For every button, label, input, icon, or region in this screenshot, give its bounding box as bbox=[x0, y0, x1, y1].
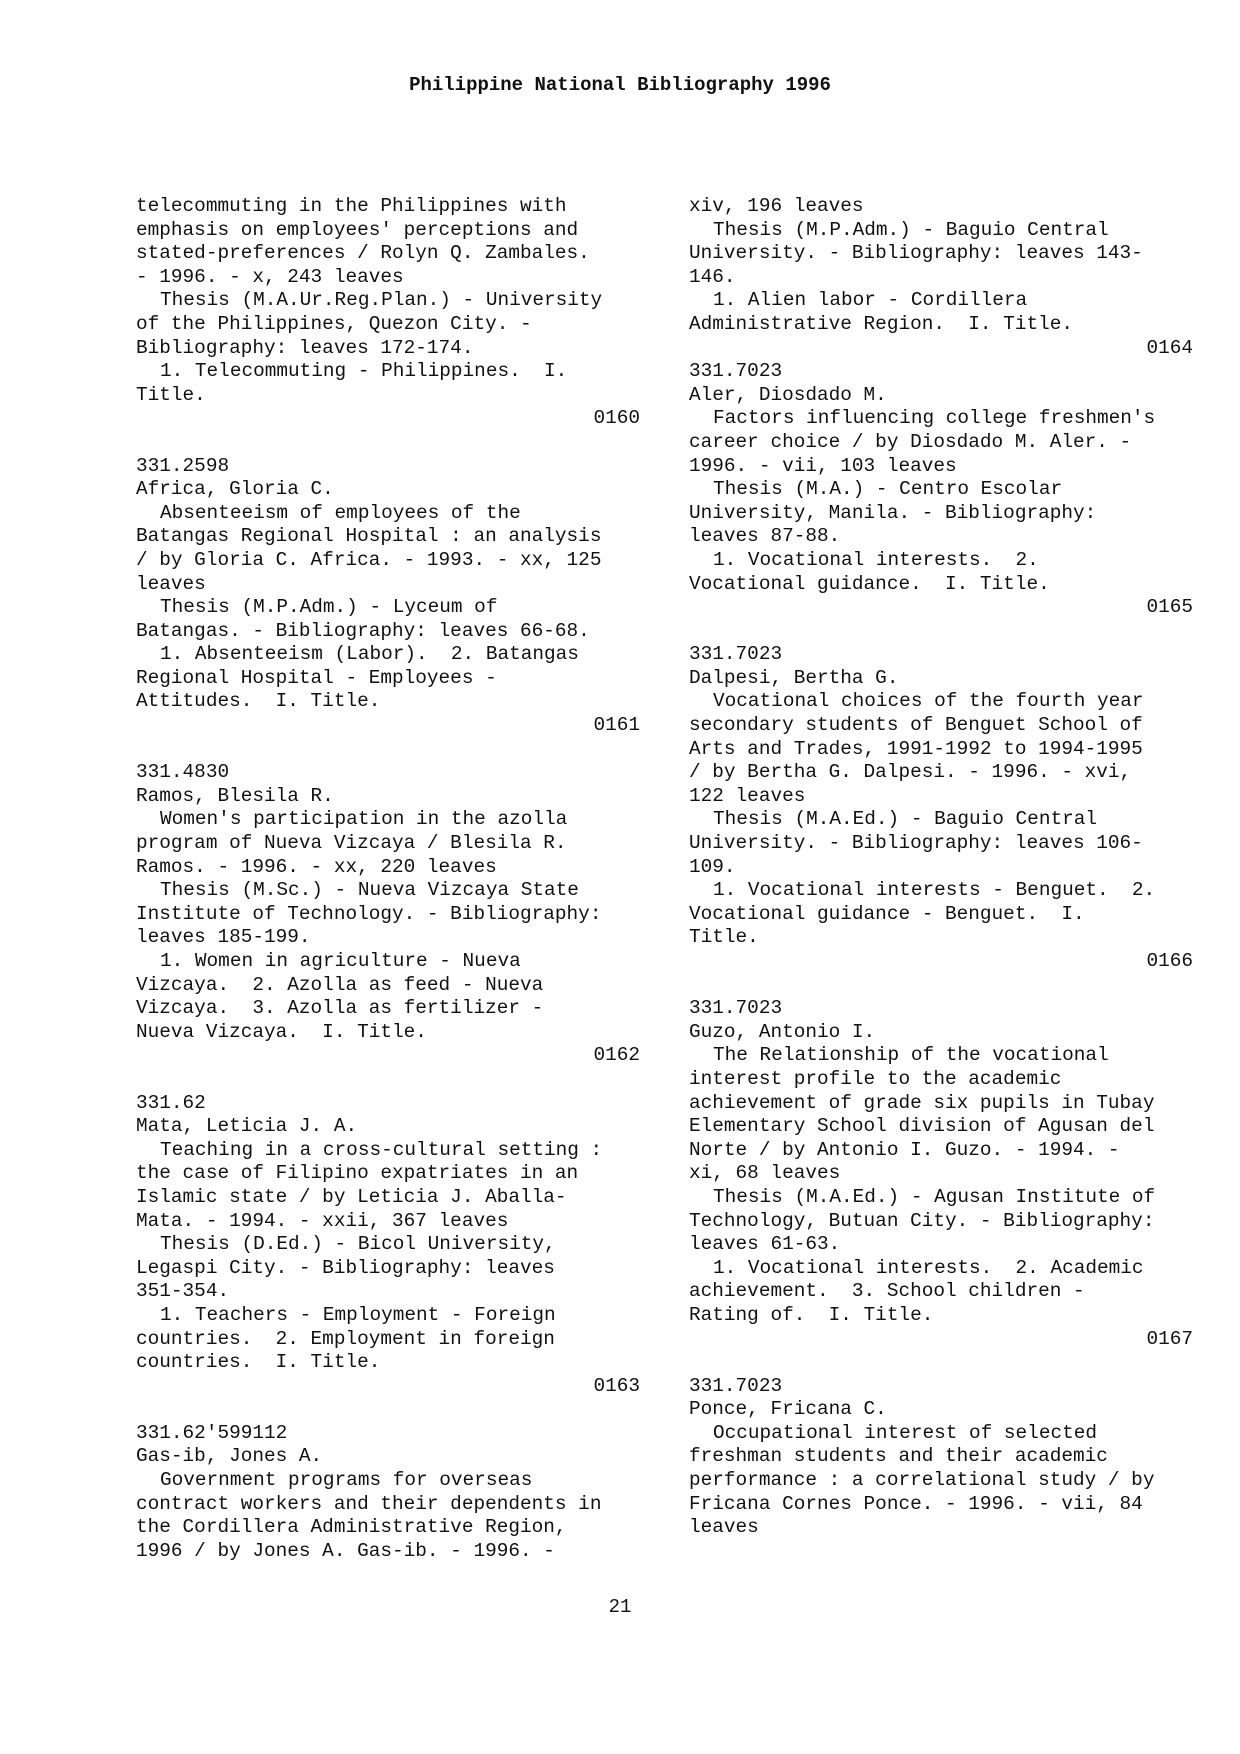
entry-line: program of Nueva Vizcaya / Blesila R. bbox=[136, 832, 567, 855]
entry-line: Fricana Cornes Ponce. - 1996. - vii, 84 bbox=[689, 1492, 1143, 1515]
entry-line: contract workers and their dependents in bbox=[136, 1492, 602, 1515]
blank-line bbox=[689, 974, 1193, 998]
entry-number: 0163 bbox=[593, 1374, 640, 1397]
entry-line: Regional Hospital - Employees - bbox=[136, 666, 497, 689]
entry-line: Thesis (M.P.Adm.) - Baguio Central bbox=[713, 218, 1109, 241]
entry-line: countries. 2. Employment in foreign bbox=[136, 1327, 555, 1350]
entry-line: secondary students of Benguet School of bbox=[689, 714, 1143, 737]
entry-line: Gas-ib, Jones A. bbox=[136, 1445, 323, 1468]
entry-line: Institute of Technology. - Bibliography: bbox=[136, 902, 602, 925]
entry-line: Nueva Vizcaya. I. Title. bbox=[136, 1020, 427, 1043]
entry-line: 331.2598 bbox=[136, 454, 230, 477]
entry-line: University. - Bibliography: leaves 106- bbox=[689, 832, 1143, 855]
entry-line: - 1996. - x, 243 leaves bbox=[136, 265, 404, 288]
entry-line: 1. Vocational interests. 2. bbox=[713, 548, 1039, 571]
entry-line: Guzo, Antonio I. bbox=[689, 1020, 876, 1043]
entry-line: 1. Vocational interests. 2. Academic bbox=[713, 1256, 1144, 1279]
entry-number: 0165 bbox=[1146, 596, 1193, 619]
entry-line: / by Bertha G. Dalpesi. - 1996. - xvi, bbox=[689, 761, 1132, 784]
entry-line: stated-preferences / Rolyn Q. Zambales. bbox=[136, 242, 590, 265]
entry-line: 1. Telecommuting - Philippines. I. bbox=[160, 360, 568, 383]
entry-line: 1996 / by Jones A. Gas-ib. - 1996. - bbox=[136, 1539, 555, 1562]
entry-line: 1. Alien labor - Cordillera bbox=[713, 289, 1028, 312]
entry-line: Vizcaya. 2. Azolla as feed - Nueva bbox=[136, 973, 544, 996]
entry-line: Africa, Gloria C. bbox=[136, 478, 334, 501]
entry-line: Islamic state / by Leticia J. Aballa- bbox=[136, 1185, 567, 1208]
entry-line: Vocational guidance. I. Title. bbox=[689, 572, 1050, 595]
entry-line: Thesis (M.A.Ed.) - Baguio Central bbox=[713, 808, 1097, 831]
entry-line: Factors influencing college freshmen's bbox=[713, 407, 1156, 430]
entry-line: Batangas. - Bibliography: leaves 66-68. bbox=[136, 619, 590, 642]
entry-line: of the Philippines, Quezon City. - bbox=[136, 312, 532, 335]
entry-line: Aler, Diosdado M. bbox=[689, 383, 887, 406]
entry-line: telecommuting in the Philippines with bbox=[136, 195, 567, 217]
entry-line: Attitudes. I. Title. bbox=[136, 690, 381, 713]
entry-line: leaves 185-199. bbox=[136, 926, 311, 949]
entry-line: 1. Teachers - Employment - Foreign bbox=[160, 1303, 556, 1326]
entry-line: leaves bbox=[136, 572, 206, 595]
entry-line: Thesis (M.A.) - Centro Escolar bbox=[713, 478, 1063, 501]
entry-line: freshman students and their academic bbox=[689, 1445, 1108, 1468]
entry-line: Thesis (M.A.Ur.Reg.Plan.) - University bbox=[160, 289, 603, 312]
entry-line: Vocational choices of the fourth year bbox=[713, 690, 1144, 713]
entry-line: performance : a correlational study / by bbox=[689, 1469, 1155, 1492]
entry-line: Vocational guidance - Benguet. I. bbox=[689, 902, 1085, 925]
entry-line: Occupational interest of selected bbox=[713, 1421, 1097, 1444]
entry-line: 331.62 bbox=[136, 1091, 206, 1114]
entry-line: 1. Vocational interests - Benguet. 2. bbox=[713, 879, 1156, 902]
entry-line: Batangas Regional Hospital : an analysis bbox=[136, 525, 602, 548]
entry-line: The Relationship of the vocational bbox=[713, 1044, 1109, 1067]
entry-line: Ramos, Blesila R. bbox=[136, 784, 334, 807]
entry-line: the case of Filipino expatriates in an bbox=[136, 1162, 579, 1185]
entry-line: 331.7023 bbox=[689, 997, 783, 1020]
entry-line: 331.7023 bbox=[689, 1374, 783, 1397]
entry-line: Title. bbox=[136, 383, 206, 406]
blank-line bbox=[689, 620, 1193, 644]
entry-line: 1996. - vii, 103 leaves bbox=[689, 454, 957, 477]
entry-line: 109. bbox=[689, 855, 736, 878]
entry-line: 331.62'599112 bbox=[136, 1421, 288, 1444]
entry-line: emphasis on employees' perceptions and bbox=[136, 218, 579, 241]
entry-line: 146. bbox=[689, 265, 736, 288]
right-column bbox=[689, 195, 1193, 1540]
entry-line: Administrative Region. I. Title. bbox=[689, 312, 1073, 335]
entry-line: leaves 87-88. bbox=[689, 525, 841, 548]
entry-line: career choice / by Diosdado M. Aler. - bbox=[689, 430, 1132, 453]
entry-number: 0160 bbox=[593, 407, 640, 430]
entry-line: Legaspi City. - Bibliography: leaves bbox=[136, 1256, 555, 1279]
entry-line: Rating of. I. Title. bbox=[689, 1303, 934, 1326]
blank-line bbox=[136, 431, 640, 455]
entry-line: Thesis (D.Ed.) - Bicol University, bbox=[160, 1233, 556, 1256]
entry-line: Dalpesi, Bertha G. bbox=[689, 666, 899, 689]
entry-line: leaves bbox=[689, 1516, 759, 1539]
entry-line: Thesis (M.A.Ed.) - Agusan Institute of bbox=[713, 1185, 1156, 1208]
entry-number: 0164 bbox=[1146, 336, 1193, 359]
entry-line: interest profile to the academic bbox=[689, 1067, 1062, 1090]
entry-line: 331.7023 bbox=[689, 643, 783, 666]
entry-line: xiv, 196 leaves bbox=[689, 195, 864, 217]
entry-line: Thesis (M.P.Adm.) - Lyceum of bbox=[160, 596, 498, 619]
entry-line: Absenteeism of employees of the bbox=[160, 501, 521, 524]
entry-line: Mata, Leticia J. A. bbox=[136, 1115, 358, 1138]
blank-line bbox=[136, 1068, 640, 1092]
page-number: 21 bbox=[608, 1596, 632, 1618]
blank-line bbox=[689, 1351, 1193, 1375]
entry-line: Thesis (M.Sc.) - Nueva Vizcaya State bbox=[160, 879, 579, 902]
entry-number: 0166 bbox=[1146, 950, 1193, 972]
entry-line: Vizcaya. 3. Azolla as fertilizer - bbox=[136, 997, 544, 1020]
entry-line: Norte / by Antonio I. Guzo. - 1994. - bbox=[689, 1138, 1120, 1161]
entry-line: 331.4830 bbox=[136, 761, 230, 784]
entry-line: Ramos. - 1996. - xx, 220 leaves bbox=[136, 855, 497, 878]
entry-line: leaves 61-63. bbox=[689, 1233, 841, 1256]
entry-line: the Cordillera Administrative Region, bbox=[136, 1516, 567, 1539]
entry-line: Government programs for overseas bbox=[160, 1469, 533, 1492]
entry-line: 331.7023 bbox=[689, 360, 783, 383]
blank-line bbox=[136, 1398, 640, 1422]
entry-line: 122 leaves bbox=[689, 784, 806, 807]
entry-line: University. - Bibliography: leaves 143- bbox=[689, 242, 1143, 265]
entry-line: achievement of grade six pupils in Tubay bbox=[689, 1091, 1155, 1114]
entry-line: countries. I. Title. bbox=[136, 1351, 381, 1374]
page-title: Philippine National Bibliography 1996 bbox=[409, 74, 831, 96]
entry-line: Bibliography: leaves 172-174. bbox=[136, 336, 474, 359]
entry-line: Teaching in a cross-cultural setting : bbox=[160, 1138, 603, 1161]
left-column bbox=[136, 195, 640, 1563]
entry-line: 351-354. bbox=[136, 1280, 230, 1303]
entry-line: xi, 68 leaves bbox=[689, 1162, 841, 1185]
entry-line: Arts and Trades, 1991-1992 to 1994-1995 bbox=[689, 737, 1143, 760]
entry-number: 0162 bbox=[593, 1044, 640, 1067]
entry-line: Technology, Butuan City. - Bibliography: bbox=[689, 1209, 1155, 1232]
blank-line bbox=[136, 738, 640, 762]
entry-line: 1. Women in agriculture - Nueva bbox=[160, 950, 521, 972]
entry-line: Women's participation in the azolla bbox=[160, 808, 568, 831]
entry-line: achievement. 3. School children - bbox=[689, 1280, 1085, 1303]
entry-line: 1. Absenteeism (Labor). 2. Batangas bbox=[160, 643, 579, 666]
entry-line: Ponce, Fricana C. bbox=[689, 1398, 887, 1421]
entry-line: Title. bbox=[689, 926, 759, 949]
entry-number: 0167 bbox=[1146, 1327, 1193, 1350]
entry-number: 0161 bbox=[593, 714, 640, 737]
entry-line: Elementary School division of Agusan del bbox=[689, 1115, 1155, 1138]
entry-line: University, Manila. - Bibliography: bbox=[689, 501, 1097, 524]
entry-line: / by Gloria C. Africa. - 1993. - xx, 125 bbox=[136, 548, 602, 571]
entry-line: Mata. - 1994. - xxii, 367 leaves bbox=[136, 1209, 509, 1232]
